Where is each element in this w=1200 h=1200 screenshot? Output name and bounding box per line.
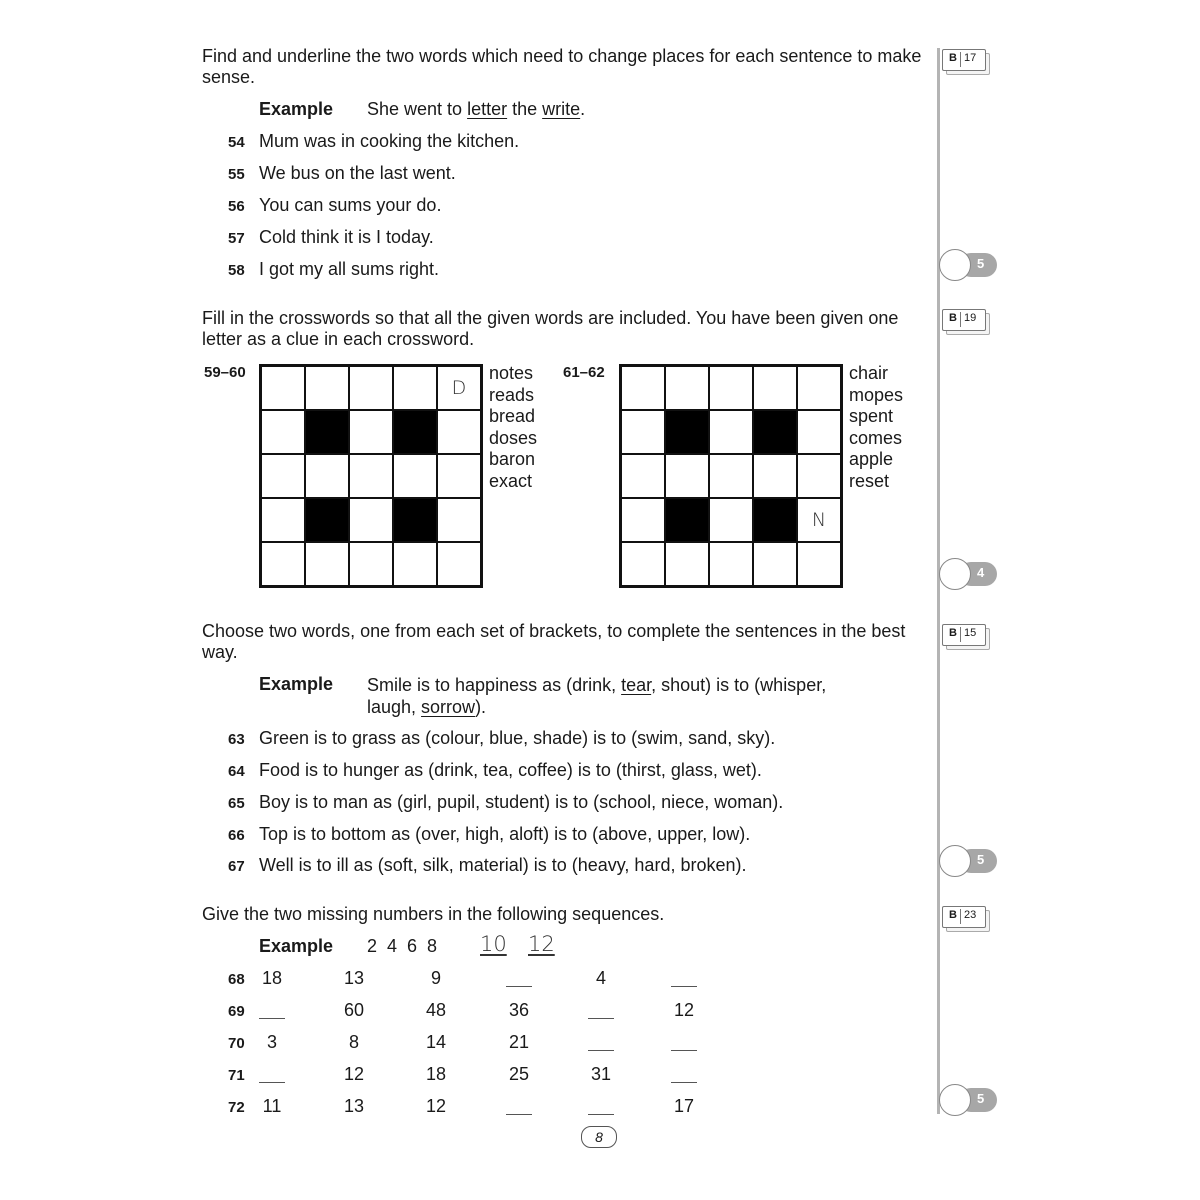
crossword-word-list — [849, 363, 903, 493]
word-item: bread — [489, 406, 536, 427]
crossword-cell[interactable] — [349, 454, 393, 498]
underlined-word: letter — [467, 99, 508, 119]
crossword-cell[interactable] — [261, 410, 305, 454]
question-number: 63 — [228, 731, 245, 748]
example-text: . — [580, 99, 586, 119]
badge-number: 15 — [964, 627, 977, 639]
question-number: 68 — [228, 971, 245, 988]
badge-number: 23 — [964, 909, 977, 921]
answer-blank[interactable] — [671, 986, 697, 987]
sequence-number: 13 — [343, 968, 365, 988]
badge-letter: B — [949, 52, 957, 64]
crossword-cell[interactable] — [709, 498, 753, 542]
crossword-cell[interactable] — [797, 366, 841, 410]
word-item: apple — [849, 449, 894, 470]
question-number: 70 — [228, 1035, 245, 1052]
example-answer: 12 — [528, 932, 555, 956]
crossword-cell[interactable] — [621, 410, 665, 454]
crossword-cell[interactable] — [753, 366, 797, 410]
crossword-cell[interactable] — [665, 454, 709, 498]
crossword-cell[interactable] — [753, 454, 797, 498]
question-sentence[interactable]: Well is to ill as (soft, silk, material) is to (heavy, hard, broken). — [259, 855, 747, 875]
question-number: 55 — [228, 166, 245, 183]
crossword-cell[interactable] — [393, 366, 437, 410]
sequence-number: 17 — [673, 1096, 695, 1116]
answer-blank[interactable] — [506, 1114, 532, 1115]
sequence-number: 14 — [425, 1032, 447, 1052]
question-number: 72 — [228, 1099, 245, 1116]
question-number: 64 — [228, 763, 245, 780]
question-number: 65 — [228, 795, 245, 812]
crossword-cell[interactable] — [709, 454, 753, 498]
example-sentence — [367, 99, 585, 120]
crossword-black-cell — [305, 498, 349, 542]
example-label: Example — [259, 99, 334, 119]
crossword-cell[interactable] — [621, 542, 665, 586]
word-item: exact — [489, 470, 533, 491]
score-total: 5 — [977, 852, 985, 867]
badge-divider — [960, 627, 961, 642]
badge-divider — [960, 52, 961, 67]
crossword-cell[interactable] — [437, 542, 481, 586]
crossword-cell[interactable] — [621, 366, 665, 410]
question-sentence[interactable]: Mum was in cooking the kitchen. — [259, 131, 520, 151]
crossword-word-list — [489, 363, 537, 493]
crossword-cell[interactable] — [349, 410, 393, 454]
question-number: 54 — [228, 134, 245, 151]
word-item: baron — [489, 449, 536, 470]
crossword-cell[interactable] — [753, 542, 797, 586]
score-entry-circle[interactable] — [939, 1084, 971, 1116]
example-text: ). — [475, 697, 487, 717]
crossword-cell[interactable] — [709, 542, 753, 586]
crossword-cell[interactable] — [305, 454, 349, 498]
score-entry-circle[interactable] — [939, 249, 971, 281]
sequence-number: 11 — [262, 1096, 282, 1116]
answer-blank[interactable] — [588, 1018, 614, 1019]
page-number: 8 — [581, 1126, 617, 1148]
underlined-word: tear — [621, 675, 652, 695]
answer-blank[interactable] — [506, 986, 532, 987]
example-text: the — [507, 99, 543, 119]
word-item: mopes — [849, 384, 904, 405]
crossword-cell[interactable] — [437, 410, 481, 454]
sequence-number: 31 — [590, 1064, 612, 1084]
badge-divider — [960, 312, 961, 327]
crossword-black-cell — [305, 410, 349, 454]
answer-blank[interactable] — [588, 1050, 614, 1051]
score-box[interactable] — [939, 558, 999, 590]
crossword-cell[interactable] — [349, 542, 393, 586]
word-item: reset — [849, 470, 890, 491]
score-box[interactable] — [939, 1084, 999, 1116]
crossword-black-cell — [393, 498, 437, 542]
example-text: , shout) is to (whisper, — [651, 675, 827, 695]
crossword-cell[interactable] — [305, 366, 349, 410]
sequence-number: 18 — [425, 1064, 447, 1084]
word-item: spent — [849, 406, 894, 427]
sequence-number: 36 — [508, 1000, 530, 1020]
sequence-number: 25 — [508, 1064, 530, 1084]
crossword-black-cell — [753, 498, 797, 542]
crossword-cell[interactable] — [393, 454, 437, 498]
example-text: She went to — [367, 99, 468, 119]
question-sentence[interactable]: You can sums your do. — [259, 195, 442, 215]
sequence-number: 12 — [425, 1096, 447, 1116]
instruction-sequences: Give the two missing numbers in the following sequences. — [202, 904, 665, 924]
book-reference-badge — [942, 309, 988, 333]
sequence-number: 13 — [343, 1096, 365, 1116]
score-total: 5 — [977, 1091, 985, 1106]
crossword-cell[interactable] — [393, 542, 437, 586]
question-sentence[interactable]: Top is to bottom as (over, high, aloft) is to (above, upper, low). — [259, 824, 751, 844]
sequence-row — [0, 1096, 900, 1120]
crossword-cell[interactable]: N — [797, 498, 841, 542]
sequence-number: 3 — [266, 1032, 277, 1052]
crossword-cell[interactable]: D — [437, 366, 481, 410]
crossword-black-cell — [665, 410, 709, 454]
crossword-cell[interactable] — [261, 366, 305, 410]
badge-number: 19 — [964, 312, 977, 324]
question-sentence[interactable]: Green is to grass as (colour, blue, shade) is to (swim, sand, sky). — [259, 728, 776, 748]
word-item: chair — [849, 363, 889, 383]
question-number: 58 — [228, 262, 245, 279]
crossword-cell[interactable] — [261, 454, 305, 498]
crossword-cell[interactable] — [797, 410, 841, 454]
question-sentence[interactable]: Food is to hunger as (drink, tea, coffee) is to (thirst, glass, wet). — [259, 760, 762, 780]
book-reference-badge — [942, 906, 988, 930]
example-sentence — [367, 674, 826, 718]
crossword-cell[interactable] — [621, 498, 665, 542]
underlined-word: sorrow — [421, 697, 476, 717]
question-number: 71 — [228, 1067, 245, 1084]
sequence-number: 60 — [343, 1000, 365, 1020]
word-item: reads — [489, 384, 535, 405]
sequence-number: 9 — [430, 968, 441, 988]
crossword-black-cell — [753, 410, 797, 454]
crossword-cell[interactable] — [665, 542, 709, 586]
crossword-cell[interactable] — [709, 410, 753, 454]
score-box[interactable] — [939, 249, 999, 281]
score-entry-circle[interactable] — [939, 845, 971, 877]
sequence-row — [0, 1032, 900, 1056]
example-label: Example — [259, 936, 334, 956]
badge-letter: B — [949, 909, 957, 921]
crossword-cell[interactable] — [437, 454, 481, 498]
sequence-number: 12 — [343, 1064, 365, 1084]
crossword-cell[interactable] — [349, 498, 393, 542]
book-reference-badge — [942, 49, 988, 73]
sequence-number: 4 — [595, 968, 606, 988]
book-reference-badge — [942, 624, 988, 648]
answer-blank[interactable] — [588, 1114, 614, 1115]
crossword-range-label: 61–62 — [563, 364, 605, 381]
badge-letter: B — [949, 312, 957, 324]
crossword-cell[interactable] — [437, 498, 481, 542]
example-label: Example — [259, 674, 334, 694]
crossword-range-label: 59–60 — [204, 364, 246, 381]
word-item: notes — [489, 363, 534, 383]
question-number: 57 — [228, 230, 245, 247]
score-entry-circle[interactable] — [939, 558, 971, 590]
crossword-cell[interactable] — [621, 454, 665, 498]
crossword-cell[interactable] — [709, 366, 753, 410]
example-text: laugh, — [367, 697, 422, 717]
instruction-crossword: Fill in the crosswords so that all the given words are included. You have been given one letter as a clue in each crossword. — [202, 308, 899, 349]
badge-divider — [960, 909, 961, 924]
score-total: 5 — [977, 256, 985, 271]
badge-number: 17 — [964, 52, 977, 64]
answer-blank[interactable] — [671, 1050, 697, 1051]
answer-blank[interactable] — [259, 1082, 285, 1083]
question-number: 69 — [228, 1003, 245, 1020]
question-sentence[interactable]: I got my all sums right. — [259, 259, 440, 279]
instruction-word-swap: Find and underline the two words which need to change places for each sentence to make sense. — [202, 46, 922, 87]
answer-blank[interactable] — [671, 1082, 697, 1083]
crossword-cell[interactable] — [797, 542, 841, 586]
score-box[interactable] — [939, 845, 999, 877]
sequence-row — [0, 968, 900, 992]
badge-letter: B — [949, 627, 957, 639]
sequence-row — [0, 1000, 900, 1024]
sequence-row — [0, 1064, 900, 1088]
crossword-cell[interactable] — [665, 366, 709, 410]
sequence-number: 8 — [348, 1032, 359, 1052]
crossword-cell[interactable] — [349, 366, 393, 410]
crossword-cell[interactable] — [797, 454, 841, 498]
question-number: 66 — [228, 827, 245, 844]
crossword-black-cell — [665, 498, 709, 542]
answer-blank[interactable] — [259, 1018, 285, 1019]
instruction-analogy: Choose two words, one from each set of brackets, to complete the sentences in the best way. — [202, 621, 906, 662]
question-sentence[interactable]: Boy is to man as (girl, pupil, student) is to (school, niece, woman). — [259, 792, 784, 812]
crossword-cell[interactable] — [305, 542, 349, 586]
word-item: comes — [849, 427, 903, 448]
crossword-grid — [619, 364, 843, 588]
question-sentence[interactable]: We bus on the last went. — [259, 163, 456, 183]
sequence-number: 18 — [261, 968, 283, 988]
example-text: Smile is to happiness as (drink, — [367, 675, 622, 695]
crossword-cell[interactable] — [261, 498, 305, 542]
question-sentence[interactable]: Cold think it is I today. — [259, 227, 434, 247]
question-number: 56 — [228, 198, 245, 215]
crossword-grid — [259, 364, 483, 588]
question-number: 67 — [228, 858, 245, 875]
sequence-number: 12 — [673, 1000, 695, 1020]
crossword-cell[interactable] — [261, 542, 305, 586]
underlined-word: write — [542, 99, 581, 119]
example-sequence: 2 4 6 8 — [367, 936, 438, 956]
sequence-number: 48 — [425, 1000, 447, 1020]
example-answer: 10 — [480, 932, 507, 956]
word-item: doses — [489, 427, 538, 448]
crossword-black-cell — [393, 410, 437, 454]
sequence-number: 21 — [508, 1032, 530, 1052]
score-total: 4 — [977, 565, 985, 580]
